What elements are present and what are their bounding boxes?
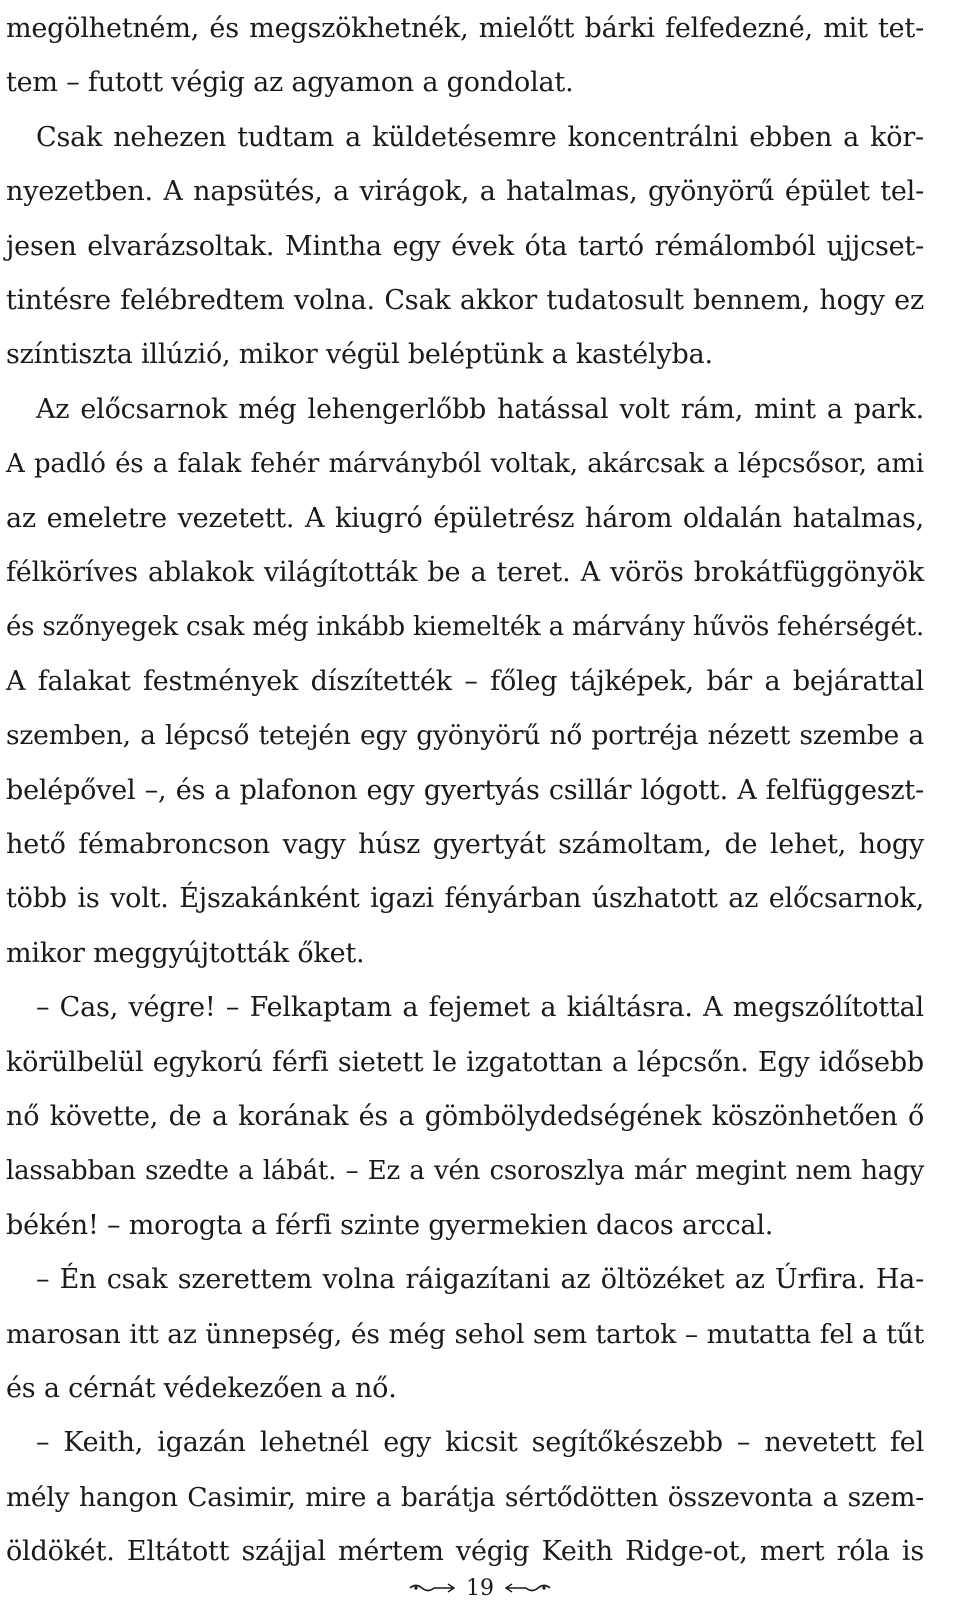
text-line: több is volt. Éjszakánként igazi fényárban úszhatott az előcsarnok, [6,883,924,915]
right-ornament-icon [502,1581,552,1595]
text-line: öldökét. Eltátott szájjal mértem végig Keith Ridge-ot, mert róla is [6,1536,924,1568]
text-line: békén! – morogta a férfi szinte gyermekien dacos arccal. [6,1209,774,1241]
text-line: – Cas, végre! – Felkaptam a fejemet a kiáltásra. A megszólítottal [36,992,924,1024]
text-line: körülbelül egykorú férfi sietett le izgatottan a lépcsőn. Egy idősebb [6,1046,924,1078]
text-line: Csak nehezen tudtam a küldetésemre koncentrálni ebben a kör- [36,121,924,153]
left-ornament-icon [408,1581,458,1595]
text-line: és a cérnát védekezően a nő. [6,1373,397,1404]
text-line: hető fémabroncson vagy húsz gyertyát számoltam, de lehet, hogy [6,829,924,860]
text-line: nyezetben. A napsütés, a virágok, a hatalmas, gyönyörű épület tel- [6,176,924,208]
text-line: – Én csak szerettem volna ráigazítani az öltözéket az Úrfira. Ha- [36,1264,924,1296]
text-line: jesen elvarázsoltak. Mintha egy évek óta tartó rémálomból ujjcset- [6,230,924,262]
text-line: Az előcsarnok még lehengerlőbb hatással volt rám, mint a park. [36,393,924,425]
page-number: 19 [466,1575,494,1601]
text-line: marosan itt az ünnepség, és még sehol sem tartok – mutatta fel a tűt [6,1318,924,1350]
text-line: A falakat festmények díszítették – főleg tájképek, bár a bejárattal [6,665,924,697]
text-line: belépővel –, és a plafonon egy gyertyás csillár lógott. A felfüggeszt- [6,774,924,806]
text-line: – Keith, igazán lehetnél egy kicsit segítőkészebb – nevetett fel [36,1427,924,1459]
text-line: mély hangon Casimir, mire a barátja sértődötten összevonta a szem- [6,1481,924,1513]
text-line: és szőnyegek csak még inkább kiemelték a márvány hűvös fehérségét. [6,612,924,643]
text-line: A padló és a falak fehér márványból voltak, akárcsak a lépcsősor, ami [6,449,924,480]
page-footer [0,1568,960,1608]
text-line: félköríves ablakok világították be a teret. A vörös brokátfüggönyök [6,557,924,588]
text-line: az emeletre vezetett. A kiugró épületrész három oldalán hatalmas, [6,502,924,534]
text-line: színtiszta illúzió, mikor végül beléptünk a kastélyba. [6,339,713,371]
text-line: tem – futott végig az agyamon a gondolat. [6,67,574,99]
text-line: tintésre felébredtem volna. Csak akkor tudatosult bennem, hogy ez [6,285,924,316]
text-line: lassabban szedte a lábát. – Ez a vén csoroszlya már megint nem hagy [6,1156,924,1187]
text-line: szemben, a lépcső tetején egy gyönyörű nő portréja nézett szembe a [6,720,924,752]
text-line: megölhetném, és megszökhetnék, mielőtt bárki felfedezné, mit tet- [6,13,924,44]
text-line: nő követte, de a korának és a gömbölydedségének köszönhetően ő [6,1101,924,1132]
text-line: mikor meggyújtották őket. [6,937,365,969]
